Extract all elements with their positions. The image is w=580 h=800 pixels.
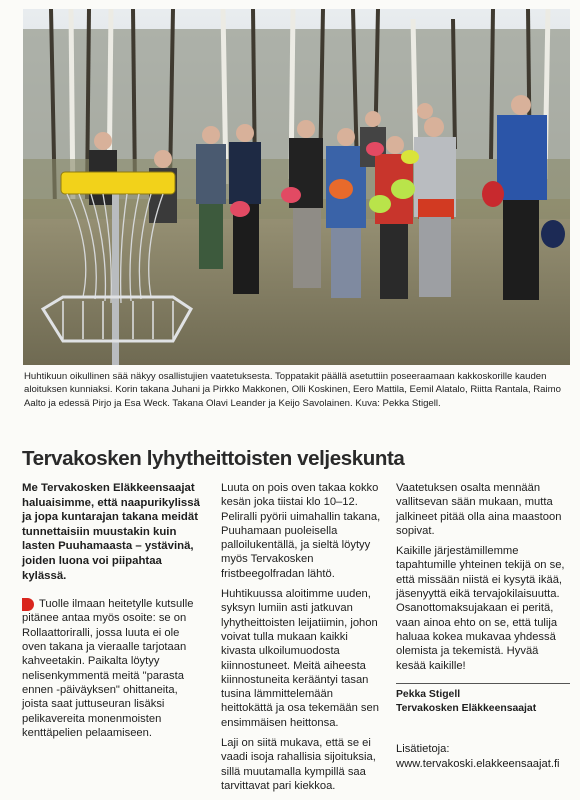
byline-divider (396, 683, 570, 684)
column-1 (22, 481, 204, 746)
author-organization: Tervakosken Eläkkeensaajat (396, 702, 537, 714)
paragraph-text: Tuolle ilmaan heitetylle kutsulle pitänee antaa myös osoite: se on Rollaattoriralli, jossa luuta ei ole oven takana ja vieraalle tarjotaan kahveetakin. Paikalta löytyy nelisenkymmentä meitä "parasta ennen -päiväyksen" ohittaneita, joista saat juttuseuran lisäksi pelikavereita monenmoisten kenttäpelien pelaamiseen. (22, 598, 194, 739)
paragraph (22, 597, 204, 740)
paragraph: Laji on siitä mukava, että se ei vaadi isoja rahallisia sijoituksia, sillä muutamalla kympillä saa tarvittavat pari kiekkoa. (221, 737, 376, 792)
paragraph: Vaatetuksen osalta mennään vallitsevan sään mukaan, mutta jalkineet pitää olla aina maastoon sopivat. (396, 482, 562, 537)
paragraph: Kaikille järjestämillemme tapahtumille yhteinen tekijä on se, että missään niistä ei kysytä ikää, jäsenyyttä eikä tervajokilaisuutta. Osanottomaksujakaan ei peritä, vaan ainoa ehto on se, että tulija haluaa kokea mukavaa yhdessä olemista ja tekemistä. Hyvää kesää kaikille! (396, 545, 565, 672)
lead-paragraph: Me Tervakosken Eläkkeensaajat haluaisimme, että naapurikylissä ja jopa kuntarajan takana meidät tunnettaisiin muustakin kuin lasten Puuhamaasta – ystävinä, joiden luona voi piipahtaa kylässä. (22, 482, 200, 582)
column-2 (221, 481, 383, 799)
photo-disc-golf-group (23, 9, 570, 365)
paragraph: Huhtikuussa aloitimme uuden, syksyn lumiin asti jatkuvan lyhytheittoisten leijatiimin, johon voivat tulla mukaan kaikki kivasta ulkoilumuodosta kiinnostuneet. Meitä aiheesta kiinnostuneita kerääntyi tasan tusina lämmittelemään heittokättä ja osa tekemään sen ensimmäisen heittonsa. (221, 588, 379, 729)
byline (396, 683, 570, 716)
column-3 (396, 481, 570, 716)
info-label: Lisätietoja: (396, 743, 450, 755)
red-marker-icon (22, 598, 34, 611)
info-url-link[interactable]: www.tervakoski.elakkeensaajat.fi (396, 758, 560, 770)
photo-caption: Huhtikuun oikullinen sää näkyy osallistujien vaatetuksesta. Toppatakit päällä asetuttiin poseeraamaan kakkoskorille kauden aloituksen kunniaksi. Korin takana Juhani ja Pirkko Makkonen, Olli Koskinen, Eero Mattila, Eemil Alatalo, Riitta Rantala, Raimo Aalto ja edessä Pirjo ja Esa Weck. Takana Olavi Leander ja Keijo Savolainen. Kuva: Pekka Stigell. (24, 371, 561, 409)
info-block (396, 742, 576, 772)
group-photo (23, 9, 570, 365)
article-headline: Tervakosken lyhytheittoisten veljeskunta (22, 447, 405, 470)
paragraph: Luuta on pois oven takaa kokko kesän joka tiistai klo 10–12. Peliralli pyörii uimahallin takana, Puuhamaan puoleisella palloilukentällä, ja sieltä löytyy myös Tervakosken fristbeegolfradan lähtö. (221, 482, 381, 580)
author-name: Pekka Stigell (396, 688, 461, 700)
